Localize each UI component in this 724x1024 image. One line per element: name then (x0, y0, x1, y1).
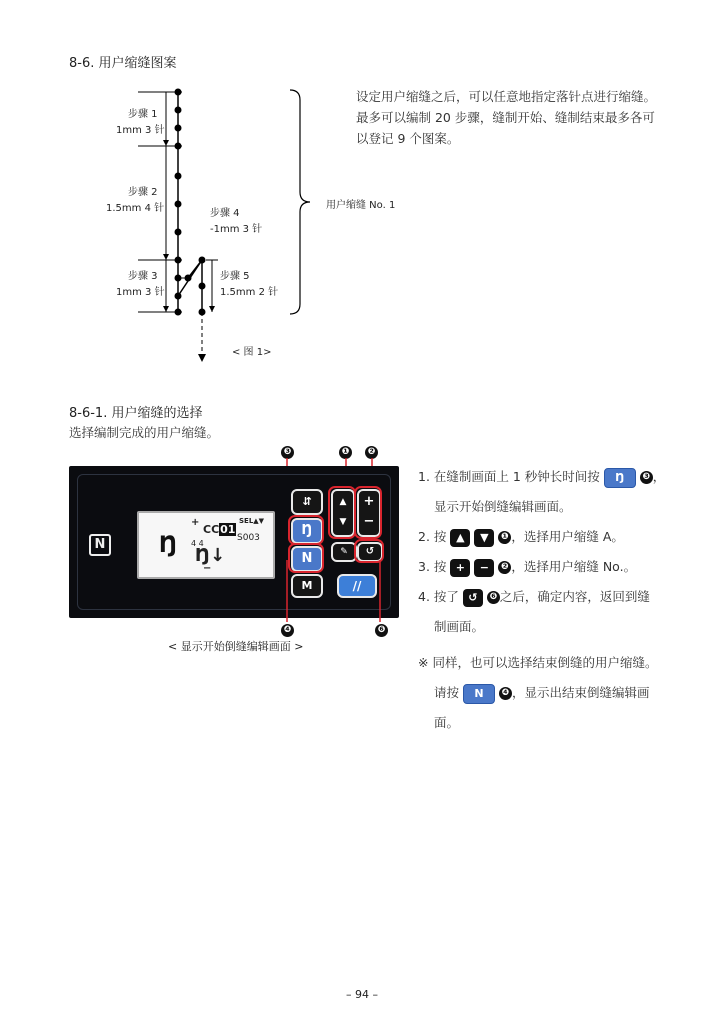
intro-line: 设定用户缩缝之后，可以任意地指定落针点进行缩缝。 (356, 89, 657, 104)
up-button[interactable]: ▲ (339, 497, 347, 507)
step5-detail: 1.5mm 2 针 (220, 287, 279, 298)
pitch-button[interactable]: ⇵ (291, 489, 323, 515)
section-title: 8-6. 用户缩缝图案 (69, 56, 177, 71)
subsection-title: 8-6-1. 用户缩缝的选择 (69, 406, 203, 421)
step-text: 制画面。 (434, 619, 485, 634)
backtack-pattern-icon: Ŋ↓ (195, 545, 226, 566)
circled-2: ❷ (498, 561, 511, 574)
step1-name: 步骤 1 (128, 109, 158, 120)
step-text: 显示开始倒缝编辑画面。 (434, 499, 572, 514)
end-backtack-button[interactable]: N (291, 546, 323, 572)
bracket-label: 用户缩缝 No. 1 (326, 200, 396, 211)
lcd-cc-number: 01 (220, 523, 236, 536)
callout-2: ❷ (365, 446, 378, 459)
callout-4: ❹ (281, 624, 294, 637)
note-text: ，显示出结束倒缝编辑画 (511, 685, 650, 700)
intro-line: 以登记 9 个图案。 (356, 131, 460, 146)
plus-icon: + (450, 559, 470, 577)
intro-line: 最多可以编制 20 步骤，缝制开始、缝制结束最多各可 (356, 110, 655, 125)
figure-caption: < 图 1> (232, 347, 272, 358)
return-icon: ↺ (463, 589, 483, 607)
highlight-ring (288, 515, 324, 545)
instruction-step-1 (418, 462, 708, 492)
return-button[interactable]: ↺ (357, 542, 383, 562)
instruction-step-3 (418, 552, 708, 582)
callout-lines-bottom (280, 560, 390, 630)
instruction-step-4 (418, 582, 708, 612)
step3-name: 步骤 3 (128, 271, 158, 282)
intro-text (356, 86, 656, 149)
callout-1: ❶ (339, 446, 352, 459)
step5-name: 步骤 5 (220, 271, 250, 282)
lcd-cc (203, 523, 236, 536)
step-text: 之后，确定内容，返回到缝 (499, 589, 650, 604)
step-text: ， (652, 469, 666, 484)
step3-detail: 1mm 3 针 (116, 287, 165, 298)
instructions (418, 462, 708, 738)
up-arrow-icon: ▲ (450, 529, 470, 547)
step-text: ，选择用户缩缝 No.。 (511, 559, 637, 574)
step-text: 1. 在缝制画面上 1 秒钟长时间按 (418, 469, 600, 484)
step2-name: 步骤 2 (128, 187, 158, 198)
circled-3: ❸ (640, 471, 653, 484)
step4-detail: -1mm 3 针 (210, 224, 263, 235)
end-backtack-icon: N (463, 684, 495, 704)
down-button[interactable]: ▼ (339, 517, 347, 527)
step4-name: 步骤 4 (210, 208, 240, 219)
stitch-start-icon: Ŋ (159, 533, 178, 558)
page-number: – 94 – (346, 988, 378, 1001)
note-line (418, 678, 708, 708)
down-arrow-icon: ▼ (474, 529, 494, 547)
note-text: 面。 (434, 715, 460, 730)
step-text: 2. 按 (418, 529, 447, 544)
subsection-subtitle: 选择编制完成的用户缩缝。 (69, 425, 220, 440)
circled-6: ❻ (487, 591, 500, 604)
start-backtack-button[interactable]: Ŋ (291, 518, 323, 544)
start-backtack-icon: Ŋ (604, 468, 636, 488)
minus-button[interactable]: − (363, 514, 375, 529)
callout-3: ❸ (281, 446, 294, 459)
highlight-ring (328, 486, 356, 539)
instruction-step-2 (418, 522, 708, 552)
step2-detail: 1.5mm 4 针 (106, 203, 165, 214)
step-text: 4. 按了 (418, 589, 459, 604)
step-text: ，选择用户缩缝 A。 (511, 529, 624, 544)
step-text: 3. 按 (418, 559, 447, 574)
lcd-minus: − (203, 563, 212, 574)
circled-4: ❹ (499, 687, 512, 700)
note-text: ※ 同样，也可以选择结束倒缝的用户缩缝。 (418, 655, 658, 670)
mode-button[interactable]: M (291, 574, 323, 598)
callout-6: ❻ (375, 624, 388, 637)
edit-button[interactable]: ✎ (331, 542, 357, 562)
panel-caption: < 显示开始倒缝编辑画面 > (168, 640, 304, 653)
minus-icon: − (474, 559, 494, 577)
lcd-nums: 4 4 (191, 539, 204, 548)
lcd-sel: SEL▲▼ (239, 517, 265, 525)
lcd-cc-label: CC (203, 523, 220, 536)
lcd-plus: + (191, 517, 200, 528)
nfc-logo-icon: N (89, 534, 111, 556)
note-text: 请按 (434, 685, 460, 700)
plus-button[interactable]: + (363, 494, 375, 509)
step1-detail: 1mm 3 针 (116, 125, 165, 136)
ready-button[interactable]: // (337, 574, 377, 598)
highlight-ring (354, 486, 382, 539)
circled-1: ❶ (498, 531, 511, 544)
lcd-screen (137, 511, 275, 579)
lcd-code: S003 (237, 533, 260, 543)
